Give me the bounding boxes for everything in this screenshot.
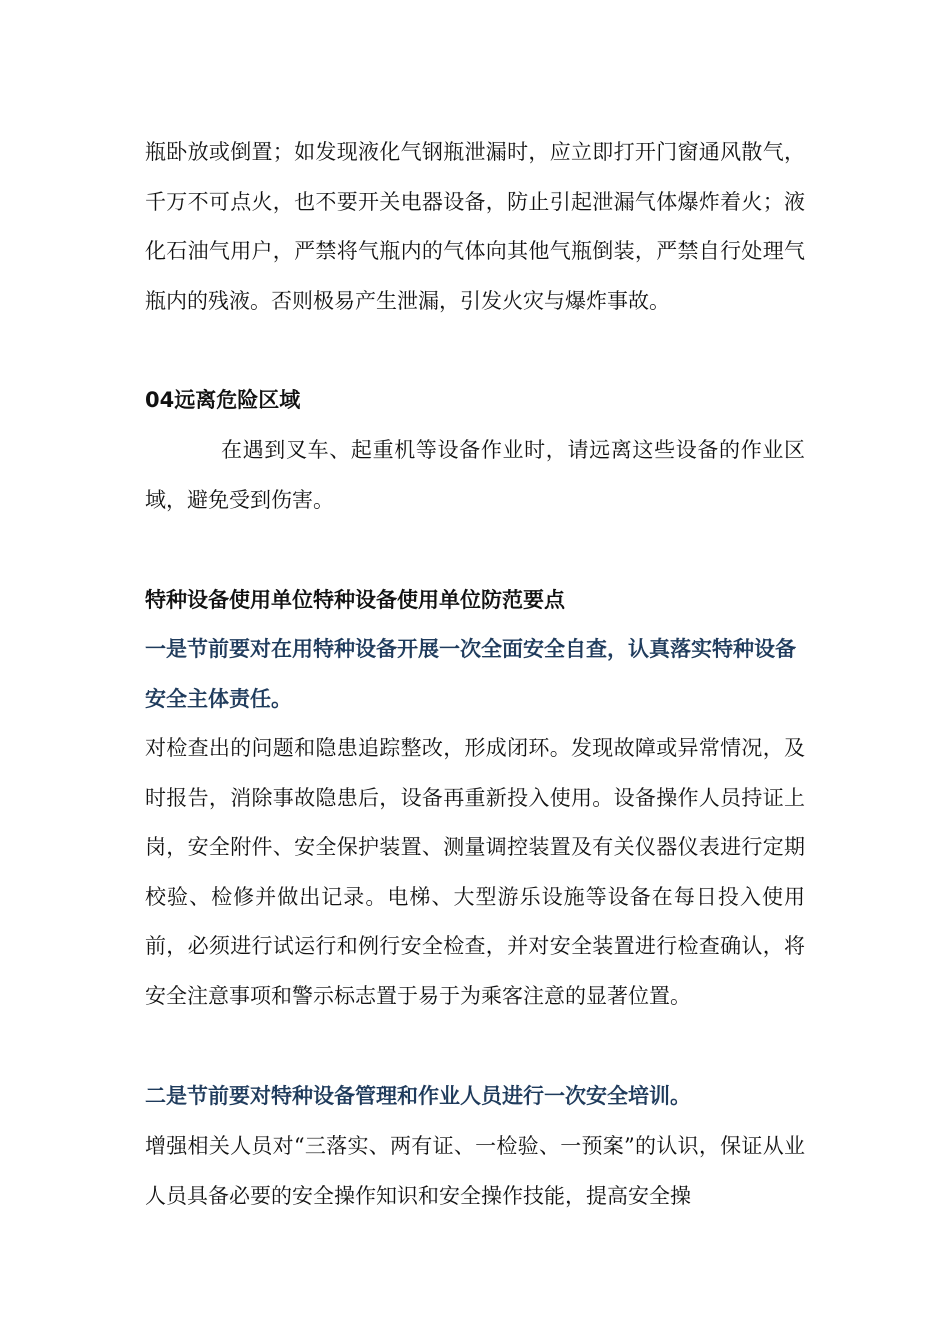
point-two-heading: 二是节前要对特种设备管理和作业人员进行一次安全培训。 — [145, 1084, 691, 1108]
section-heading-equipment-units: 特种设备使用单位特种设备使用单位防范要点 — [145, 588, 565, 612]
point-one-heading: 一是节前要对在用特种设备开展一次全面安全自查，认真落实特种设备安全主体责任。 — [145, 637, 796, 711]
paragraph-gas-cylinder-safety: 瓶卧放或倒置；如发现液化气钢瓶泄漏时，应立即打开门窗通风散气，千万不可点火，也不要开关电器设备，防止引起泄漏气体爆炸着火；液化石油气用户，严禁将气瓶内的气体向其他气瓶倒装，严禁自行处理气瓶内的残液。否则极易产生泄漏，引发火灾与爆炸事故。 — [145, 140, 805, 313]
paragraph-point-one: 对检查出的问题和隐患追踪整改，形成闭环。发现故障或异常情况，及时报告，消除事故隐患后，设备再重新投入使用。设备操作人员持证上岗，安全附件、安全保护装置、测量调控装置及有关仪器仪表进行定期校验、检修并做出记录。电梯、大型游乐设施等设备在每日投入使用前，必须进行试运行和例行安全检查，并对安全装置进行检查确认，将安全注意事项和警示标志置于易于为乘客注意的显著位置。 — [145, 736, 805, 1008]
paragraph-danger-zone: 在遇到叉车、起重机等设备作业时，请远离这些设备的作业区域，避免受到伤害。 — [145, 438, 805, 512]
section-heading-danger-zone: 04远离危险区域 — [145, 388, 301, 412]
paragraph-point-two: 增强相关人员对“三落实、两有证、一检验、一预案”的认识，保证从业人员具备必要的安全操作知识和安全操作技能，提高安全操 — [145, 1134, 805, 1208]
